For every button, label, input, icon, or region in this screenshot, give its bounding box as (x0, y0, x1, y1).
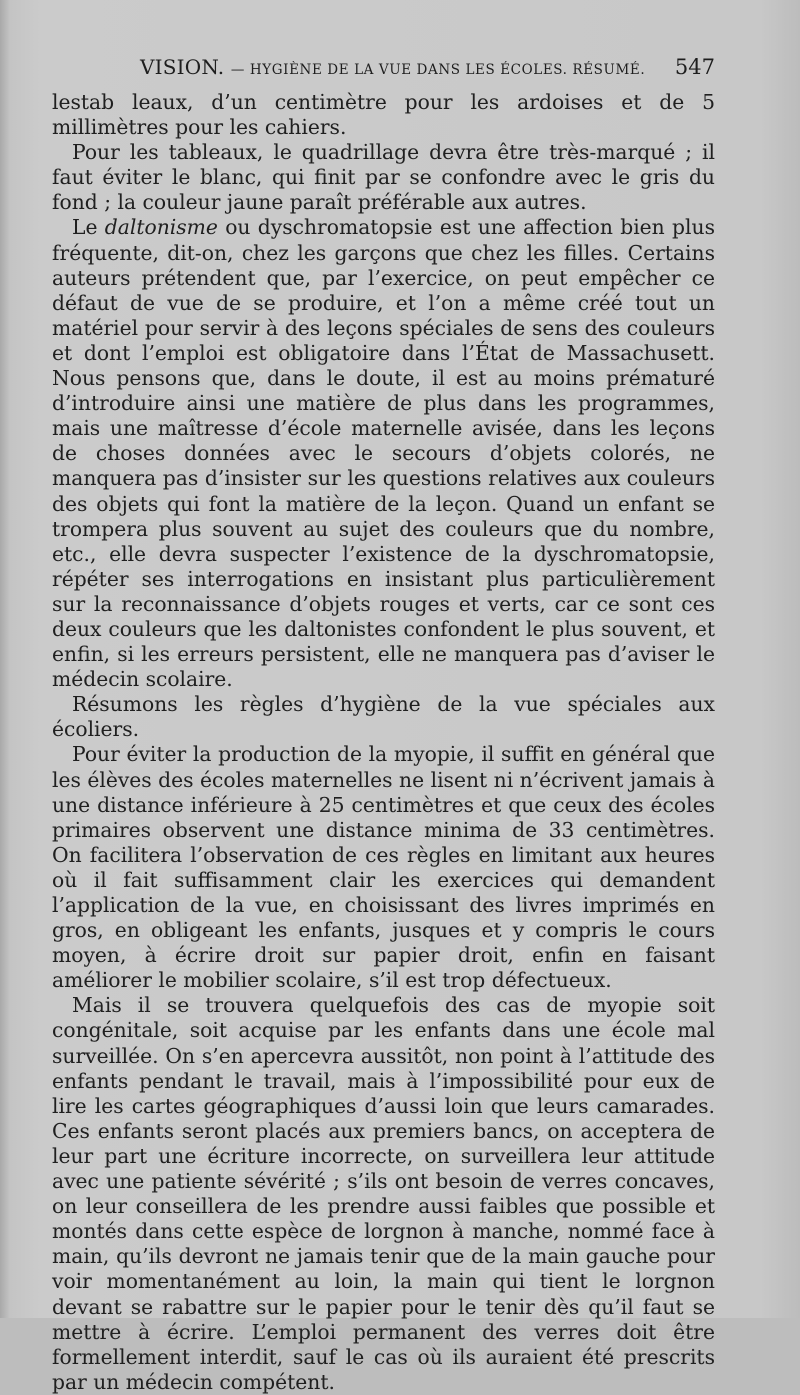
paragraph (52, 742, 715, 993)
paragraph-text: Mais il se trouvera quelquefois des cas de myopie soit congénitale, soit acquise par les enfants dans une école mal surveillée. On s’en apercevra aussitôt, non point à l’attitude des enfants pendant le travail, mais à l’impossibilité pour eux de lire les cartes géographiques d’aussi loin que leurs camarades. Ces enfants seront placés aux premiers bancs, on acceptera de leur part une écriture incorrecte, on surveillera leur attitude avec une patiente sévérité ; s’ils ont besoin de verres concaves, on leur conseillera de les prendre aussi faibles que possible et montés dans cette espèce de lorgnon à manche, nommé face à main, qu’ils devront ne jamais tenir que de la main gauche pour voir momentanément au loin, la main qui tient le lorgnon devant se rabattre sur le papier pour le tenir dès qu’il faut se mettre à écrire. L’emploi permanent des verres doit être formellement interdit, sauf le cas où ils auraient été prescrits par un médecin compétent. (52, 993, 715, 1394)
body-text (52, 90, 715, 1395)
paragraph (52, 692, 715, 742)
paragraph-text: Pour les tableaux, le quadrillage devra être très-marqué ; il faut éviter le blanc, qui finit par se confondre avec le gris du fond ; la couleur jaune paraît préférable aux autres. (52, 140, 715, 215)
page-number: 547 (674, 55, 715, 79)
paragraph-text: Pour éviter la production de la myopie, il suffit en général que les élèves des écoles maternelles ne lisent ni n’écrivent jamais à une distance inférieure à 25 centimètres et que ceux des écoles primaires observent une distance minima de 33 centimètres. On facilitera l’observation de ces règles en limitant aux heures où il fait suffisamment clair les exercices qui demandent l’application de la vue, en choisissant des livres imprimés en gros, en obligeant les enfants, jusques et y compris le cours moyen, à écrire droit sur papier droit, enfin en faisant améliorer le mobilier scolaire, s’il est trop défectueux. (52, 742, 715, 993)
paragraph (52, 215, 715, 692)
paragraph-text: ou dyschromatopsie est une affection bien plus fréquente, dit-on, chez les garçons que chez les filles. Certains auteurs prétendent que, par l’exercice, on peut empêcher ce défaut de vue de se produire, et l’on a même créé tout un matériel pour servir à des leçons spéciales de sens des couleurs et dont l’emploi est obligatoire dans l’État de Massachusett. Nous pensons que, dans le doute, il est au moins prématuré d’introduire ainsi une matière de plus dans les programmes, mais une maîtresse d’école maternelle avisée, dans les leçons de choses données avec le secours d’objets colorés, ne manquera pas d’insister sur les questions relatives aux couleurs des objets qui font la matière de la leçon. Quand un enfant se trompera plus souvent au sujet des couleurs que du nombre, etc., elle devra suspecter l’existence de la dyschromatopsie, répéter ses interrogations en insistant plus particulièrement sur la reconnaissance d’objets rouges et verts, car ce sont ces deux couleurs que les daltonistes confondent le plus souvent, et enfin, si les erreurs persistent, elle ne manquera pas d’aviser le médecin scolaire. (52, 215, 715, 692)
running-title-main: VISION. (140, 55, 225, 79)
paragraph (52, 140, 715, 215)
paragraph (52, 90, 715, 140)
running-title (140, 55, 645, 79)
paragraph (52, 993, 715, 1395)
running-title-rest: — HYGIÈNE DE LA VUE DANS LES ÉCOLES. RÉSUMÉ. (230, 62, 646, 78)
paragraph-text: lestab leaux, d’un centimètre pour les ardoises et de 5 millimètres pour les cahiers. (52, 90, 715, 140)
running-header (52, 55, 715, 85)
emphasized-term: daltonisme (104, 215, 218, 240)
paragraph-text: Résumons les règles d’hygiène de la vue spéciales aux écoliers. (52, 692, 715, 742)
paragraph-text: Le (72, 215, 105, 240)
